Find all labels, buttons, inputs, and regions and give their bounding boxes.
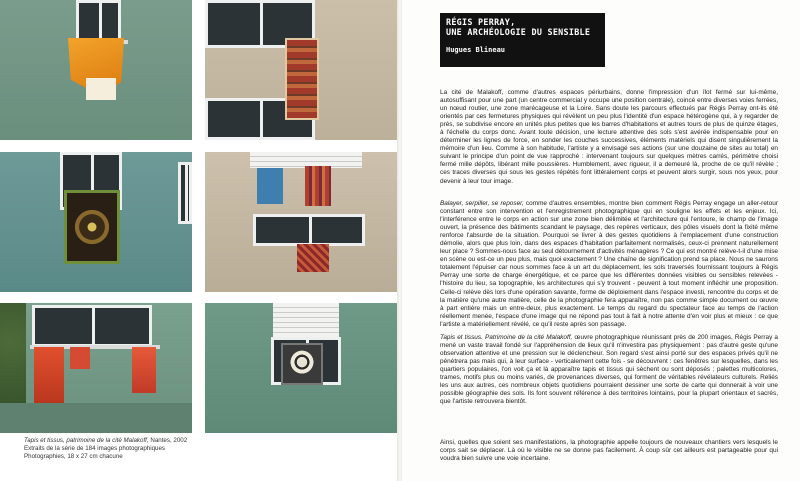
article-title-block: [440, 13, 605, 67]
photo-orange-cloth: [0, 0, 192, 140]
paragraph-text: comme d'autres ensembles, montre bien comment Régis Perray engage un aller-retour constant entre son intervention et l'enregistrement photographique qui en souligne les effets et les enjeux. Ici, l'interférence entre le corps en action sur une zone bien délimitée et l'architecture qui l'entoure, le champ de l'image ouvert, la présence des bâtiments scandant le paysage, des repères verticaux, des pôles visuels dont la fixité même renforce l'absurde de la situation. Pourquoi se livrer à des gestes quotidiens à l'emplacement d'une construction démolie, alors que plus loin, dans des espaces d'habitation parfaitement normalisés, ceux-ci prennent naturellement leur place ? Sommes-nous face au seul détournement d'activités ménagères ? Ce qui est montré relève-t-il d'une mise en scène ou est-ce un peu plus, mais quoi exactement ? Une chaîne de signification prend sa place. Nous ne saurons totalement l'épuiser car nous sommes face à un art du déplacement, les sols traversés fournissant toujours à Régis Perray une sorte de charge énergétique, et ce parce que les différentes données visibles ou sensibles relevées - l'histoire du lieu, sa topographie, les architectures qui s'y trouvent - peuvent à tout moment infléchir une proposition. Celle-ci relève dès lors d'une opération savante, forme de déploiement dans l'espace investi, rencontre du corps et de la matière qu'une autre matière, celle de la photographie fera apparaître, non pas comme simple document ou œuvre à part entière mais un entre-deux, plus exactement. Le temps du regard du spectateur face au temps de l'action réellement menée, l'espace d'une image qui ne répond pas tout à fait à notre attente d'en voir plus et mieux : ce que l'artiste a matériellement révélé, ce qu'il reste après son passage.: [440, 200, 779, 328]
article-paragraph-4: [440, 439, 778, 463]
photo-red-rug: [205, 0, 398, 140]
article-paragraph-3: [440, 334, 778, 406]
paragraph-text: La cité de Malakoff, comme d'autres espaces périurbains, donne l'impression d'un îlot fermé sur lui-même, autosuffisant pour une part (un centre commercial y occupe une position centrale), coincé entre diverses voies ferrées, un nœud routier, une zone marécageuse et la Loire. Sans doute les parcours effectués par Régis Perray ont-ils été orientés par ces fermetures physiques qui révèlent un peu plus l'identité d'un espace hétérogène qui, à y regarder de près, se subdivise encore en unités plus petites que les barres d'habitations et autres tours de plus de quinze étages, à l'échelle du corps donc. Avant toute décision, une lecture attentive des sols s'est avérée indispensable pour en déterminer les lignes de force, en sonder les couches successives, éléments matériels qui disent singulièrement la mémoire d'un lieu. Comme à son habitude, l'artiste y a envisagé ses actions (sur une douzaine de sites au total) en suivant le principe d'un point de vue rapproché : intervenant toujours sur quelques mètres carrés, périmètre choisi fermé mille dépôts, libérant mille poussières. Humblement, avec rigueur, il a demeuré là, proche de ce qu'il révèle ; ces traces diverses qui sous les gestes répétés font littéralement corps et peuvent alors surgir, sous nos yeux, pour devenir à leur tour image.: [440, 89, 778, 185]
photo-page: [0, 0, 398, 481]
article-title-line1: RÉGIS PERRAY,: [446, 17, 516, 27]
photo-dark-rug: [0, 152, 192, 292]
paragraph-lead: Balayer, serpiller, se reposer,: [440, 200, 524, 207]
article-paragraph-2: [440, 200, 778, 329]
photo-blue-towel: [205, 152, 398, 292]
caption-title-rest: , Nantes, 2002: [146, 437, 188, 444]
paragraph-lead: Tapis et tissus. Patrimoine de la cité Malakoff,: [440, 334, 573, 341]
article-paragraph-1: [440, 89, 778, 186]
caption-title: Tapis et tissus, patrimoine de la cité Malakoff: [24, 437, 147, 444]
article-author: Hugues Blineau: [446, 46, 506, 54]
caption-series: Extraits de la série de 184 images photographiques: [24, 445, 166, 452]
photo-figure-tapestry: [205, 303, 398, 433]
article-title-line2: UNE ARCHÉOLOGIE DU SENSIBLE: [446, 27, 591, 37]
photo-red-cloths: [0, 303, 192, 433]
paragraph-text: œuvre photographique réunissant près de 200 images, Régis Perray a mené un vaste travail fondé sur l'appréhension de lieux qu'il n'investira pas physiquement : pas d'autre geste qu'une observation attentive et une pression sur le déclencheur. Son regard s'est ainsi porté sur des espaces privés qu'il ne pénètrera pas mais qui, à leur surface - verticalement cette fois - se découvrent : ces fenêtres sur lesquelles, dans les quartiers populaires, l'on voit ça et là apparaître tapis et tissus qui sèchent ou sont déposés ; palettes multicolores, trames, motifs plus ou moins variés, de provenances diverses, qui forment de véritables révélateurs culturels. Reliés les uns aux autres, ces nombreux objets quotidiens pourraient dessiner une sorte de carte qui donnerait à voir une possible géographie des sols. Ils font souvent référence à des territoires lointains, pour la plupart orientaux et sacrés, que l'artiste retrouvera bientôt.: [440, 334, 778, 406]
caption-dimensions: Photographies, 18 x 27 cm chacune: [24, 453, 123, 460]
paragraph-text: Ainsi, quelles que soient ses manifestations, la photographie appelle toujours de nouveaux chantiers vers lesquels le corps sait se déplacer. Là où le visible ne se donne pas facilement. À coup sûr cet ailleurs est partageable pour qui voudra bien suivre une voie incertaine.: [440, 439, 778, 463]
photo-caption: [24, 437, 384, 461]
